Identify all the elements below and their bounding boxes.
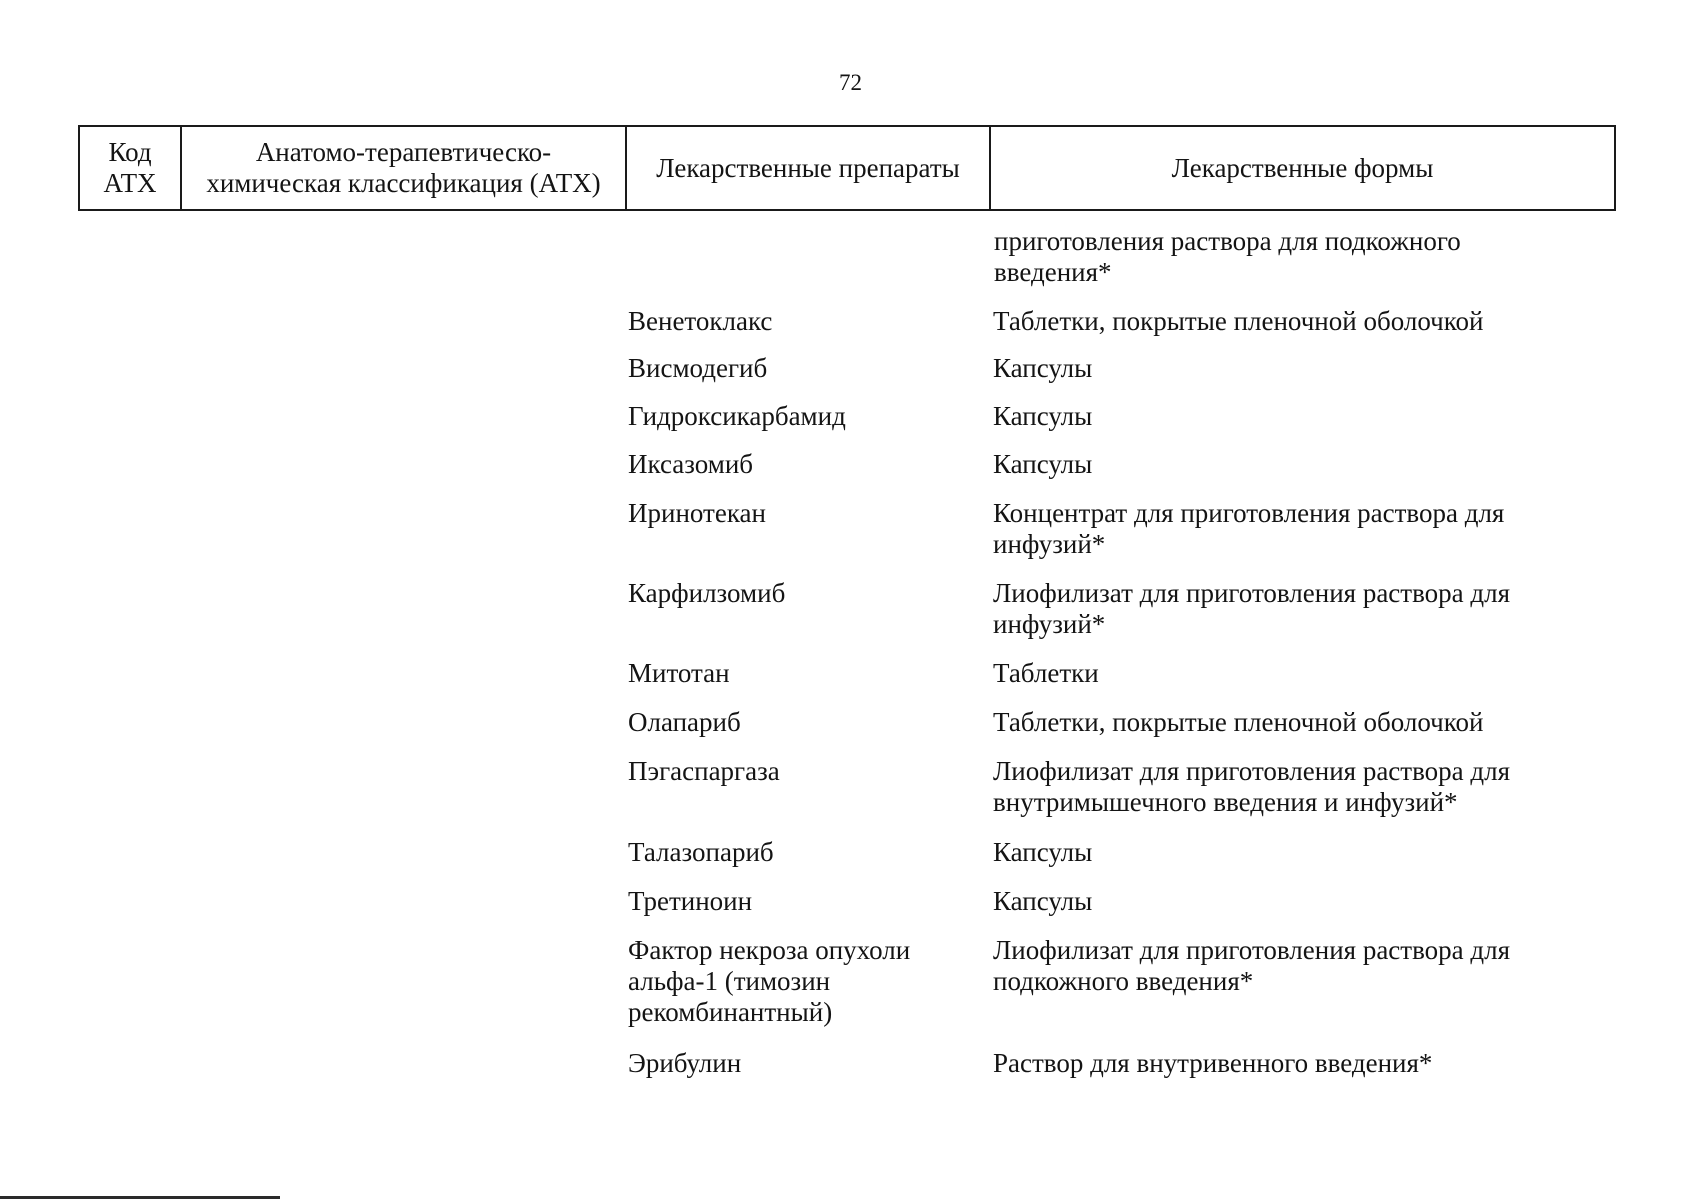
- table-header: [78, 125, 1616, 211]
- continuation-line: введения*: [994, 257, 1112, 287]
- drug-name-line: Иксазомиб: [628, 449, 754, 479]
- dosage-form-line: инфузий*: [993, 609, 1106, 639]
- bottom-rule: [0, 1196, 280, 1199]
- drug-name: [628, 837, 968, 868]
- dosage-form: [993, 837, 1593, 868]
- dosage-form: [993, 306, 1593, 337]
- drug-name-line: Третиноин: [628, 886, 753, 916]
- drug-name: [628, 306, 968, 337]
- dosage-form: [993, 707, 1593, 738]
- drug-name-line: Висмодегиб: [628, 353, 768, 383]
- header-atc-classification-line: Анатомо-терапевтическо-: [255, 137, 552, 167]
- dosage-form-line: Лиофилизат для приготовления раствора для: [993, 935, 1511, 965]
- dosage-form: [993, 498, 1593, 560]
- drug-name: [628, 935, 968, 1028]
- drug-name: [628, 353, 968, 384]
- drug-name-line: Пэгаспаргаза: [628, 756, 780, 786]
- drug-name: [628, 756, 968, 787]
- continuation-line: приготовления раствора для подкожного: [994, 226, 1461, 256]
- drug-name: [628, 401, 968, 432]
- dosage-form: [993, 578, 1593, 640]
- dosage-form-line: Концентрат для приготовления раствора для: [993, 498, 1505, 528]
- dosage-form-line: Лиофилизат для приготовления раствора для: [993, 578, 1511, 608]
- header-atc-code-line: АТХ: [103, 168, 157, 198]
- drug-name-line: Талазопариб: [628, 837, 774, 867]
- dosage-form: [993, 756, 1593, 818]
- dosage-form: [993, 401, 1593, 432]
- header-drugs-label: Лекарственные препараты: [656, 152, 960, 183]
- drug-name: [628, 886, 968, 917]
- drug-name-line: альфа-1 (тимозин: [628, 966, 831, 996]
- header-drugs: [627, 127, 991, 209]
- dosage-form-line: Таблетки, покрытые пленочной оболочкой: [993, 707, 1484, 737]
- drug-name: [628, 578, 968, 609]
- header-atc-classification-line: химическая классификация (АТХ): [206, 168, 601, 198]
- drug-name: [628, 707, 968, 738]
- drug-name-line: Эрибулин: [628, 1048, 742, 1078]
- drug-name: [628, 1048, 968, 1079]
- drug-name: [628, 449, 968, 480]
- dosage-form-line: Таблетки: [993, 658, 1099, 688]
- header-atc-code: [80, 127, 182, 209]
- drug-name-line: Олапариб: [628, 707, 741, 737]
- header-atc-classification: [182, 127, 627, 209]
- dosage-form-line: Капсулы: [993, 837, 1093, 867]
- dosage-form-line: Раствор для внутривенного введения*: [993, 1048, 1433, 1078]
- dosage-form-line: Капсулы: [993, 353, 1093, 383]
- drug-name-line: Венетоклакс: [628, 306, 773, 336]
- dosage-form-line: внутримышечного введения и инфузий*: [993, 787, 1458, 817]
- drug-name-line: Митотан: [628, 658, 730, 688]
- drug-name-line: Карфилзомиб: [628, 578, 786, 608]
- dosage-form-line: инфузий*: [993, 529, 1106, 559]
- drug-name: [628, 658, 968, 689]
- dosage-form-line: Лиофилизат для приготовления раствора для: [993, 756, 1511, 786]
- drug-name-line: рекомбинантный): [628, 997, 833, 1027]
- header-atc-code-line: Код: [108, 137, 152, 167]
- drug-name-line: Гидроксикарбамид: [628, 401, 846, 431]
- dosage-form-line: Таблетки, покрытые пленочной оболочкой: [993, 306, 1484, 336]
- drug-name-line: Фактор некроза опухоли: [628, 935, 911, 965]
- header-dosage-forms: [991, 127, 1614, 209]
- dosage-form-line: Капсулы: [993, 449, 1093, 479]
- dosage-form: [993, 886, 1593, 917]
- drug-name: [628, 498, 968, 529]
- dosage-form: [993, 1048, 1593, 1079]
- dosage-form-line: подкожного введения*: [993, 966, 1254, 996]
- header-dosage-forms-label: Лекарственные формы: [1171, 152, 1434, 183]
- dosage-form: [993, 353, 1593, 384]
- page-number: 72: [839, 70, 862, 95]
- dosage-form: [993, 935, 1593, 997]
- dosage-form-line: Капсулы: [993, 401, 1093, 431]
- dosage-form: [993, 449, 1593, 480]
- dosage-form: [993, 658, 1593, 689]
- continuation-form: [994, 226, 1594, 288]
- dosage-form-line: Капсулы: [993, 886, 1093, 916]
- drug-name-line: Иринотекан: [628, 498, 766, 528]
